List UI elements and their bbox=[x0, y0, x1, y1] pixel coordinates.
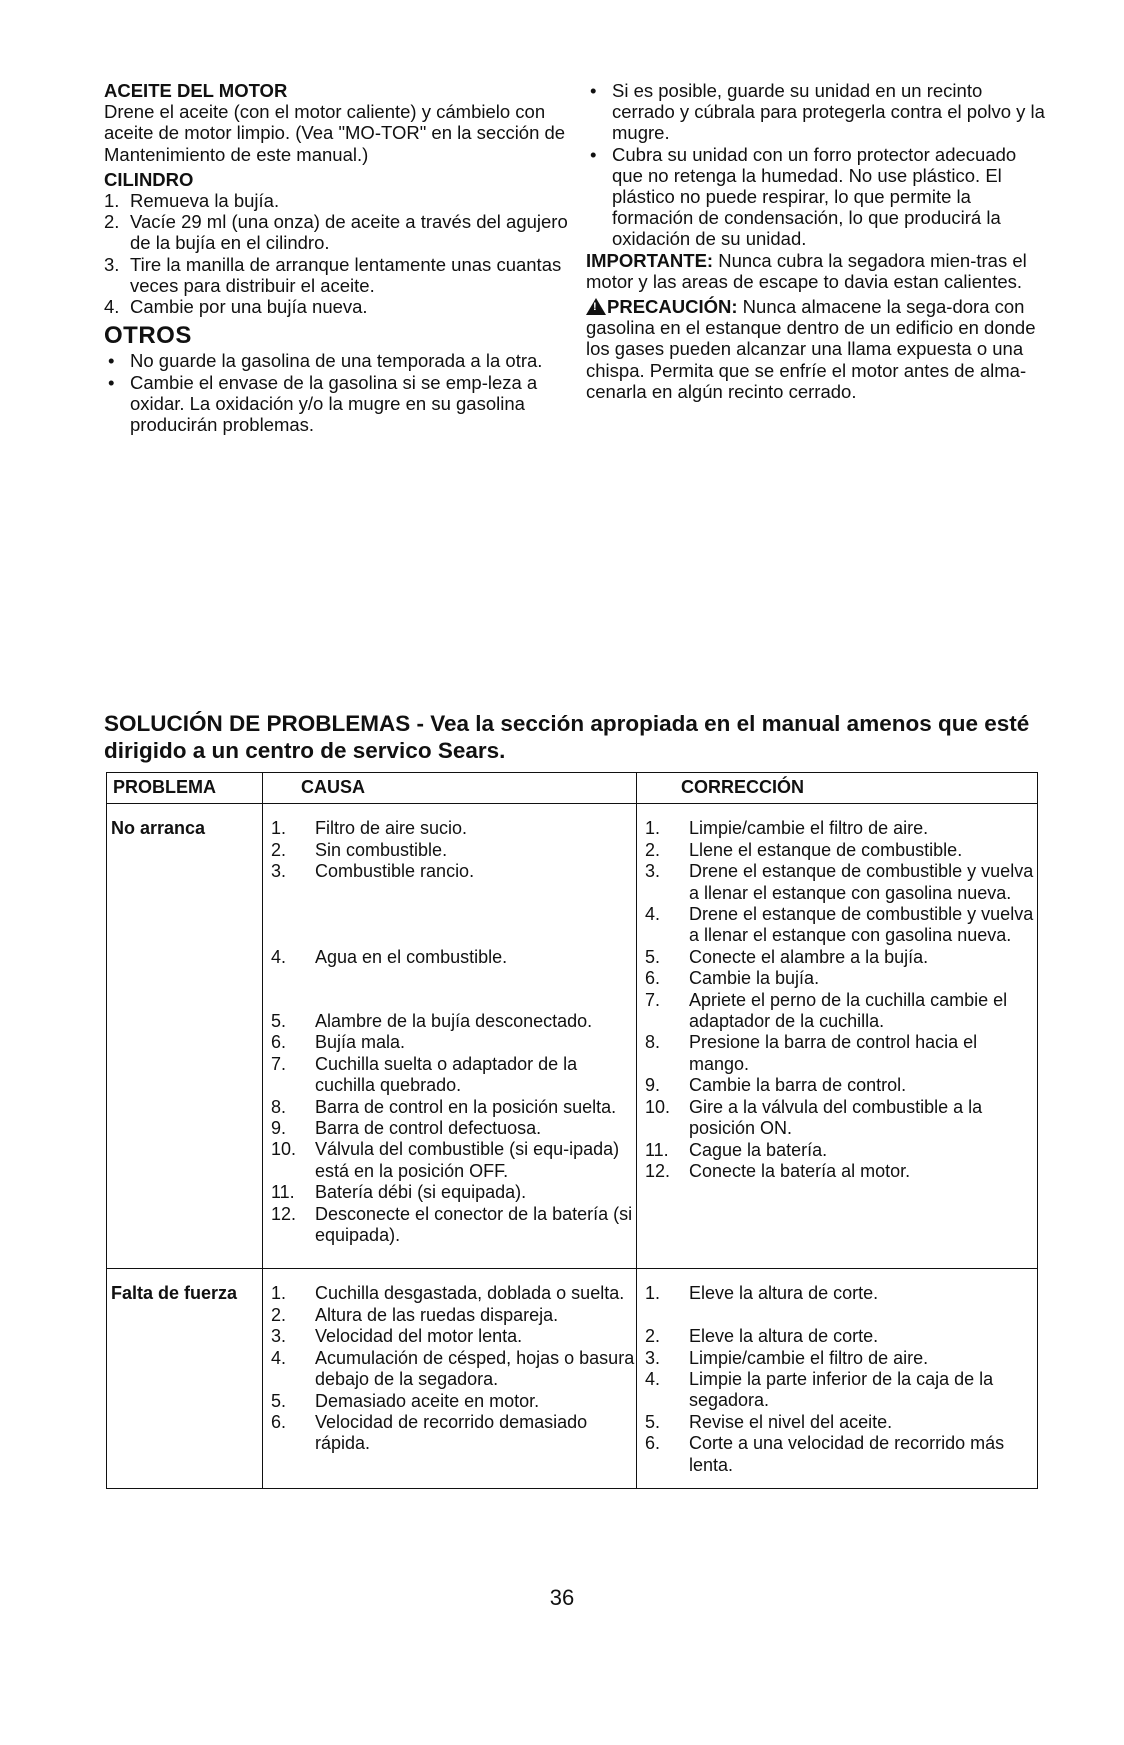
corrections-cell bbox=[637, 1269, 1038, 1489]
cilindro-step: 3. Tire la manilla de arranque lentamente unas cuantas veces para distribuir el aceite. bbox=[104, 253, 562, 296]
correction-item: 2. Llene el estanque de combustible. bbox=[645, 839, 963, 860]
header-correccion: CORRECCIÓN bbox=[637, 773, 1038, 804]
correction-item: 12. Conecte la batería al motor. bbox=[645, 1160, 911, 1181]
storage-bullet: • Cubra su unidad con un forro protector adecuado que no retenga la humedad. No use plástico. El plástico no puede respirar, lo que permite la formación de condensación, lo que producirá la oxidación de su unidad. bbox=[586, 144, 1046, 250]
correction-item: 3. Drene el estanque de combustible y vuelva a llenar el estanque con gasolina nueva. bbox=[645, 861, 1034, 903]
table-header-row bbox=[107, 773, 1038, 804]
cause-item: 10. Válvula del combustible (si equ-ipada) está en la posición OFF. bbox=[271, 1139, 620, 1181]
correction-item: 10. Gire a la válvula del combustible a la posición ON. bbox=[645, 1096, 983, 1139]
cilindro-step: 1. Remueva la bujía. bbox=[104, 190, 280, 212]
correction-item: 1. Eleve la altura de corte. bbox=[645, 1283, 879, 1304]
header-problema: PROBLEMA bbox=[107, 773, 263, 804]
cause-item: 11. Batería débi (si equipada). bbox=[271, 1182, 527, 1203]
cause-item: 7. Cuchilla suelta o adaptador de la cuchilla quebrado. bbox=[271, 1053, 578, 1096]
cilindro-steps bbox=[104, 190, 574, 317]
cause-item: 8. Barra de control en la posición suelta. bbox=[271, 1096, 617, 1117]
cause-item: 2. Sin combustible. bbox=[271, 839, 448, 860]
precaucion-text: Nunca almacene la sega-dora con gasolina en el estanque dentro de un edificio en donde los gases pueden alcanzar una llama expuesta o una chispa. Permita que se enfríe el motor antes de alma-cenarla en algún recinto cerrado. bbox=[586, 296, 1036, 402]
cause-item: 1. Cuchilla desgastada, doblada o suelta. bbox=[271, 1283, 625, 1304]
aceite-heading: ACEITE DEL MOTOR bbox=[104, 80, 288, 101]
cause-item: 1. Filtro de aire sucio. bbox=[271, 818, 468, 839]
precaucion-label: PRECAUCIÓN: bbox=[607, 296, 738, 318]
importante-text: Nunca cubra la segadora mien-tras el motor y las areas de escape to davia estan calientes. bbox=[586, 249, 1027, 292]
storage-bullet: • Si es posible, guarde su unidad en un recinto cerrado y cúbrala para protegerla contra el polvo y la mugre. bbox=[586, 80, 1046, 144]
cause-item: 6. Velocidad de recorrido demasiado rápida. bbox=[271, 1411, 588, 1454]
problem-cell: No arranca bbox=[107, 804, 263, 1269]
correction-item: 2. Eleve la altura de corte. bbox=[645, 1326, 879, 1347]
otros-heading: OTROS bbox=[104, 322, 192, 350]
cilindro-heading: CILINDRO bbox=[104, 168, 194, 190]
otros-bullets bbox=[104, 350, 574, 435]
correction-item: 8. Presione la barra de control hacia el mango. bbox=[645, 1032, 978, 1074]
aceite-text: Drene el aceite (con el motor caliente) y cámbielo con aceite de motor limpio. (Vea "MO-TOR" en la sección de Mantenimiento de este manual.) bbox=[104, 101, 566, 165]
correction-item: 11. Cague la batería. bbox=[645, 1139, 828, 1160]
cause-item: 5. Demasiado aceite en motor. bbox=[271, 1390, 540, 1411]
correction-item: 5. Revise el nivel del aceite. bbox=[645, 1411, 893, 1432]
left-column bbox=[104, 80, 574, 435]
cause-item: 9. Barra de control defectuosa. bbox=[271, 1118, 542, 1139]
troubleshooting-table bbox=[106, 772, 1038, 1489]
correction-item: 6. Cambie la bujía. bbox=[645, 968, 820, 989]
problem-cell: Falta de fuerza bbox=[107, 1269, 263, 1489]
causes-cell bbox=[263, 1269, 637, 1489]
importante-note bbox=[586, 250, 1046, 292]
importante-label: IMPORTANTE: bbox=[586, 249, 714, 271]
warning-triangle-icon bbox=[586, 298, 606, 315]
cilindro-step: 4. Cambie por una bujía nueva. bbox=[104, 296, 368, 318]
cause-item: 5. Alambre de la bujía desconectado. bbox=[271, 1011, 593, 1031]
correction-item: 1. Limpie/cambie el filtro de aire. bbox=[645, 818, 929, 839]
cilindro-step: 2. Vacíe 29 ml (una onza) de aceite a través del agujero de la bujía en el cilindro. bbox=[104, 211, 568, 254]
correction-item: 3. Limpie/cambie el filtro de aire. bbox=[645, 1347, 929, 1368]
otros-bullet: • Cambie el envase de la gasolina si se emp-leza a oxidar. La oxidación y/o la mugre en su gasolina producirán problemas. bbox=[104, 372, 574, 436]
page-number: 36 bbox=[549, 1585, 575, 1610]
cause-item: 6. Bujía mala. bbox=[271, 1032, 406, 1053]
cause-item: 4. Acumulación de césped, hojas o basura debajo de la segadora. bbox=[271, 1347, 635, 1390]
correction-item: 5. Conecte el alambre a la bujía. bbox=[645, 946, 929, 967]
cause-item: 3. Velocidad del motor lenta. bbox=[271, 1326, 523, 1347]
correction-item: 7. Apriete el perno de la cuchilla cambie el adaptador de la cuchilla. bbox=[645, 989, 1008, 1032]
troubleshooting-heading: SOLUCIÓN DE PROBLEMAS - Vea la sección apropiada en el manual amenos que esté dirigido a un centro de servico Sears. bbox=[104, 711, 1030, 763]
cause-item: 3. Combustible rancio. bbox=[271, 861, 475, 882]
precaucion-note bbox=[586, 296, 1046, 402]
table-row bbox=[107, 804, 1038, 1269]
causes-cell bbox=[263, 804, 637, 1269]
corrections-cell bbox=[637, 804, 1038, 1269]
storage-bullets bbox=[586, 80, 1046, 250]
right-column bbox=[586, 80, 1046, 402]
correction-item: 6. Corte a una velocidad de recorrido más lenta. bbox=[645, 1433, 1005, 1475]
cause-item: 12. Desconecte el conector de la batería (si equipada). bbox=[271, 1203, 633, 1246]
correction-item: 9. Cambie la barra de control. bbox=[645, 1075, 907, 1096]
cause-item: 4. Agua en el combustible. bbox=[271, 946, 508, 967]
otros-bullet: • No guarde la gasolina de una temporada a la otra. bbox=[104, 350, 574, 371]
header-causa: CAUSA bbox=[263, 773, 637, 804]
cause-item: 2. Altura de las ruedas dispareja. bbox=[271, 1304, 559, 1325]
correction-item: 4. Drene el estanque de combustible y vuelva a llenar el estanque con gasolina nueva. bbox=[645, 904, 1034, 946]
correction-item: 4. Limpie la parte inferior de la caja de la segadora. bbox=[645, 1369, 994, 1411]
table-row bbox=[107, 1269, 1038, 1489]
